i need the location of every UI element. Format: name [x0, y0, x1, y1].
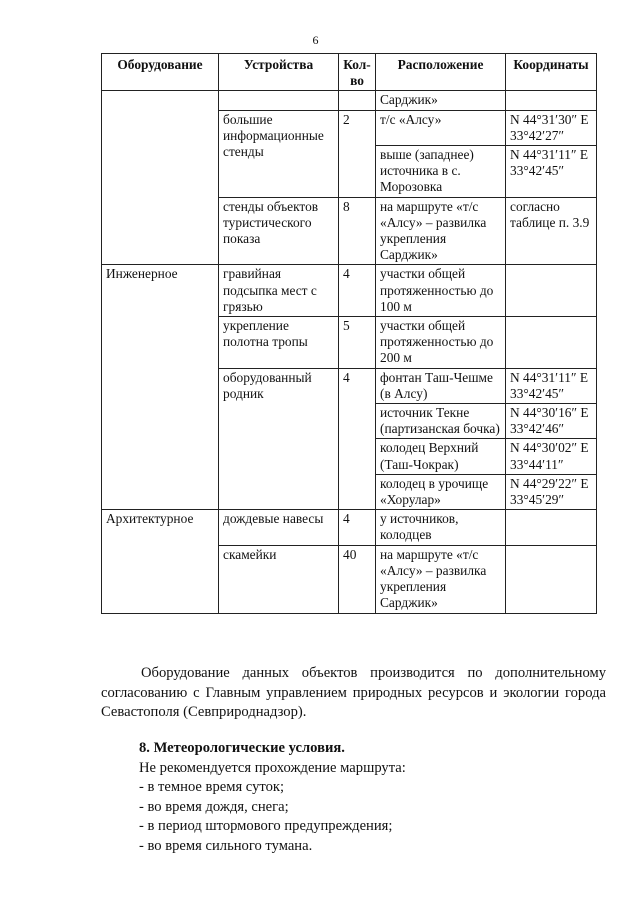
- cell-coords: [506, 265, 597, 317]
- cell-coords: [506, 545, 597, 613]
- list-item: - во время сильного тумана.: [139, 837, 313, 854]
- cell-coords: N 44°31′11″ E 33°42′45″: [506, 146, 597, 198]
- cell-location: колодец Верхний (Таш-Чокрак): [376, 439, 506, 474]
- cell-equipment: [102, 91, 219, 265]
- cell-device: скамейки: [219, 545, 339, 613]
- cell-device: стенды объектов туристического показа: [219, 197, 339, 265]
- cell-location: Сарджик»: [376, 91, 506, 110]
- header-coords: Координаты: [506, 54, 597, 91]
- section-title: 8. Метеорологические условия.: [139, 740, 345, 756]
- table-header-row: [102, 54, 597, 91]
- cell-device: большие информационные стенды: [219, 110, 339, 197]
- table-row: [102, 510, 597, 545]
- page-number: 6: [312, 33, 319, 47]
- cell-qty: 5: [339, 317, 376, 369]
- cell-coords: N 44°30′16″ E 33°42′46″: [506, 404, 597, 439]
- cell-coords: [506, 510, 597, 545]
- cell-location: у источников, колодцев: [376, 510, 506, 545]
- cell-location: участки общей протяженностью до 200 м: [376, 317, 506, 369]
- cell-device: укрепление полотна тропы: [219, 317, 339, 369]
- list-item: - в темное время суток;: [139, 779, 285, 795]
- header-devices: Устройства: [219, 54, 339, 91]
- cell-coords: N 44°30′02″ E 33°44′11″: [506, 439, 597, 474]
- cell-qty: 2: [339, 110, 376, 197]
- header-qty: Кол-во: [339, 54, 376, 91]
- cell-coords: N 44°29′22″ E 33°45′29″: [506, 474, 597, 509]
- cell-qty: 40: [339, 545, 376, 613]
- cell-location: фонтан Таш-Чешме (в Алсу): [376, 368, 506, 403]
- cell-qty: [339, 91, 376, 110]
- cell-location: источник Текне (партизанская бочка): [376, 404, 506, 439]
- cell-coords: N 44°31′11″ E 33°42′45″: [506, 368, 597, 403]
- cell-coords: N 44°31′30″ E 33°42′27″: [506, 110, 597, 145]
- header-location: Расположение: [376, 54, 506, 91]
- table-row: [102, 265, 597, 317]
- cell-location: колодец в урочище «Хорулар»: [376, 474, 506, 509]
- cell-qty: 4: [339, 265, 376, 317]
- cell-equipment: Архитектурное: [102, 510, 219, 613]
- cell-coords: [506, 91, 597, 110]
- cell-coords: согласно таблице п. 3.9: [506, 197, 597, 265]
- cell-location: на маршруте «т/с «Алсу» – развилка укрепления Сарджик»: [376, 545, 506, 613]
- header-equipment: Оборудование: [102, 54, 219, 91]
- cell-location: на маршруте «т/с «Алсу» – развилка укрепления Сарджик»: [376, 197, 506, 265]
- cell-device: гравийная подсыпка мест с грязью: [219, 265, 339, 317]
- cell-location: участки общей протяженностью до 100 м: [376, 265, 506, 317]
- table-row: [102, 91, 597, 110]
- cell-qty: 4: [339, 368, 376, 510]
- cell-location: т/с «Алсу»: [376, 110, 506, 145]
- cell-coords: [506, 317, 597, 369]
- cell-qty: 8: [339, 197, 376, 265]
- section-intro: Не рекомендуется прохождение маршрута:: [139, 759, 406, 776]
- cell-location: выше (западнее) источника в с. Морозовка: [376, 146, 506, 198]
- list-item: - в период штормового предупреждения;: [139, 818, 393, 834]
- cell-device: оборудованный родник: [219, 368, 339, 510]
- list-item: - во время дождя, снега;: [139, 798, 289, 815]
- body-paragraph: Оборудование данных объектов производится по дополнительному согласованию с Главным управлением природных ресурсов и экологии города Севастополя (Севприроднадзор).: [101, 665, 606, 720]
- weather-section: [139, 739, 609, 856]
- cell-equipment: Инженерное: [102, 265, 219, 510]
- cell-qty: 4: [339, 510, 376, 545]
- cell-device: [219, 91, 339, 110]
- cell-device: дождевые навесы: [219, 510, 339, 545]
- equipment-table: [101, 53, 597, 614]
